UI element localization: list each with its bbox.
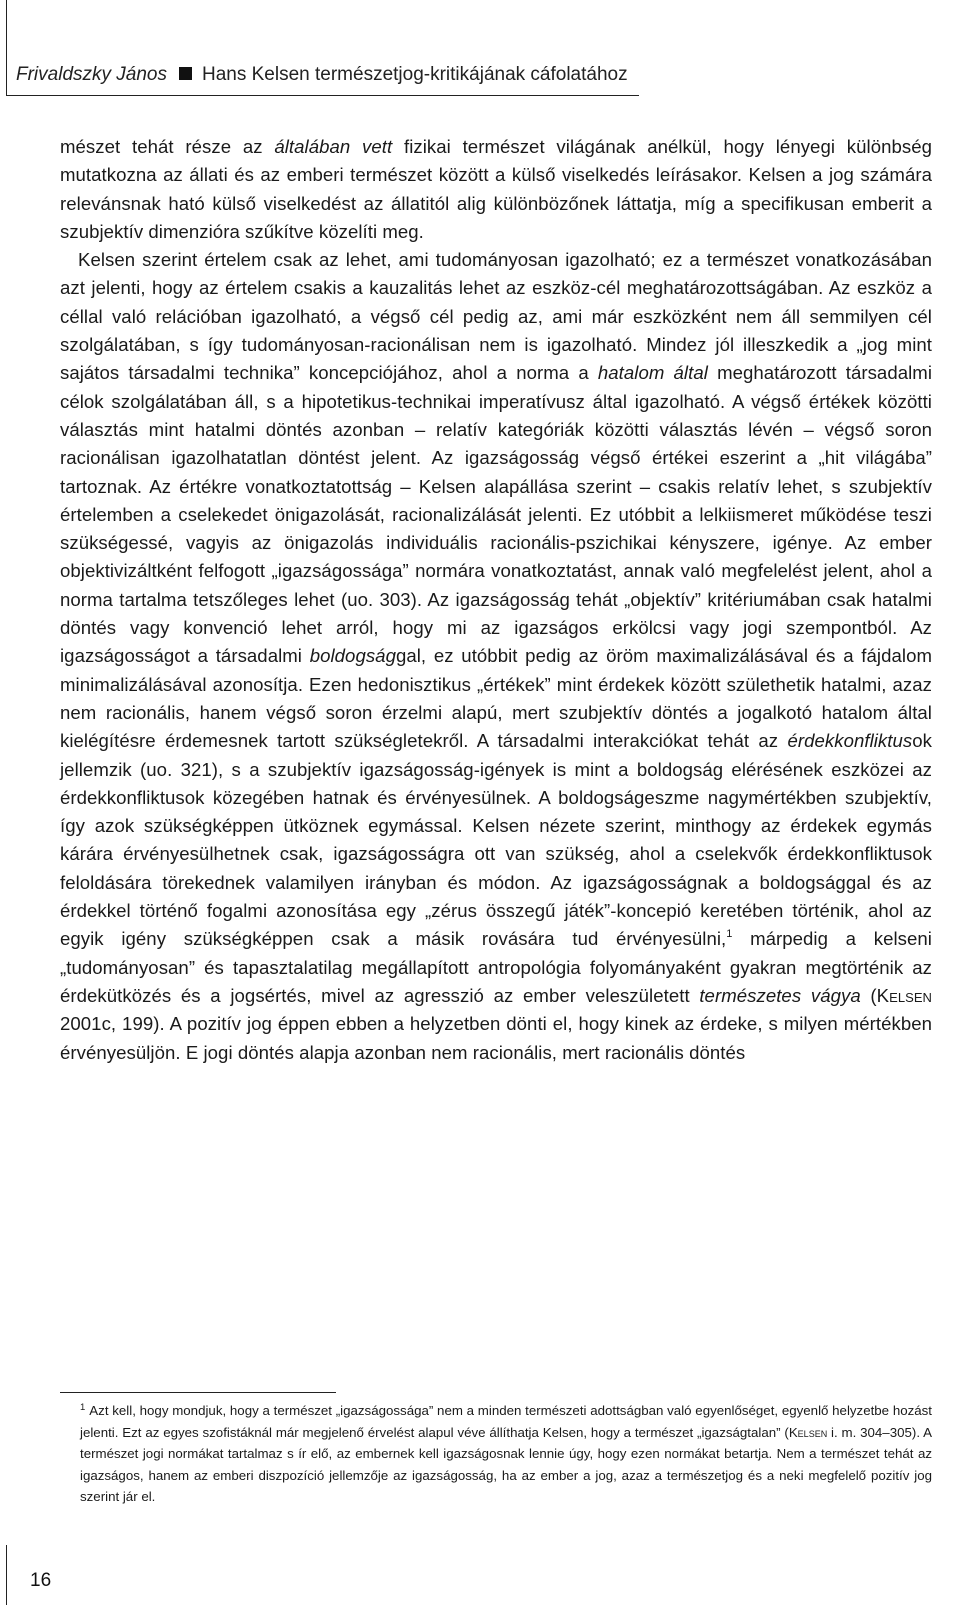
- square-bullet-icon: [179, 67, 192, 80]
- footnote-mark: 1: [80, 1402, 86, 1413]
- page-edge-rule: [6, 1545, 7, 1605]
- text-run: i. m. 304–305). A természet jogi normákat tartalmaz s ír elő, az embernek kell igazságosnak lennie úgy, hogy ezen normákat betartja. Nem a természet tehát az igazságos, hanem az emberi diszpozíció jellemzője az igazságosság, ha az ember a jog, azaz a természetjog és a neki megfelelő pozitív jog szerint jár el.: [80, 1424, 932, 1504]
- text-run: márpedig a kelseni „tudományosan” és tapasztalatilag megállapított antropológia folyományaként gyakran megtörténik az érdekütközés és a jogsértés, mivel az agresszió az ember veleszületett: [60, 928, 932, 1006]
- paragraph-2: [60, 246, 932, 1067]
- italic-text-run: természetes vágya: [699, 984, 861, 1006]
- page-number: 16: [30, 1570, 52, 1591]
- smallcaps-author-name: Kelsen: [876, 984, 932, 1006]
- running-head: [16, 64, 628, 86]
- italic-text-run: érdekkonfliktus: [787, 730, 913, 752]
- italic-text-run: hatalom által: [597, 362, 708, 384]
- text-run: ok jellemzik (uo. 321), s a szubjektív igazságosság-igények is mint a boldogság elérésének eszközei az érdekkonfliktusok közegében hatnak és érvényesülnek. A boldogságeszme nagymértékben szubjektív, így azok szükségképpen ütköznek egymással. Kelsen nézete szerint, minthogy az érdekek egymás kárára érvényesülhetnek csak, igazságosságra ott van szükség, ahol a cselekvők érdekkonfliktusok feloldására törekednek valamilyen irányban és módon. Az igazságosságnak a boldogsággal és az érdekkel történő fogalmi azonosítása egy „zérus összegű játék”-koncepió keretében történik, ahol az egyik igény szükségképpen csak a másik rovására tud érvényesülni,: [60, 730, 932, 950]
- footnote-reference[interactable]: 1: [726, 928, 733, 941]
- italic-text-run: általában vett: [274, 136, 393, 157]
- text-run: Azt kell, hogy mondjuk, hogy a természet „igazságossága” nem a minden természeti adottságban való egyenlőséget, egyenlő helyzetbe hozást jelenti. Ezt az egyes szofistáknál már megjelenő érvelést alapul véve állíthatja Kelsen, hogy a természet „igazságtalan” (: [80, 1403, 932, 1440]
- footnote-1: [80, 1397, 932, 1508]
- text-run: 2001c, 199). A pozitív jog éppen ebben a helyzetben dönti el, hogy kinek az érdeke, s milyen mértékben érvényesüljön. E jogi döntés alapja azonban nem racionális, mert racionális döntés: [60, 1013, 932, 1063]
- text-run: (: [860, 984, 877, 1006]
- smallcaps-author-name: Kelsen: [788, 1424, 828, 1440]
- main-text: [60, 133, 932, 1067]
- running-head-author: Frivaldszky János: [16, 64, 167, 85]
- text-run: Kelsen szerint értelem csak az lehet, ami tudományosan igazolható; ez a természet vonatkozásában azt jelenti, hogy az értelem csakis a kauzalitás lehet az eszköz-cél meghatározottságában. Az eszköz a céllal való relációban igazolható, a végső cél pedig az, ami már eszközként nem áll semmilyen cél szolgálatában, s így tudományosan-racionálisan nem is igazolható. Mindez jól illeszkedik a „jog mint sajátos társadalmi technika” koncepciójához, ahol a norma a: [60, 249, 932, 384]
- text-run: mészet tehát része az: [60, 136, 275, 157]
- running-head-title: Hans Kelsen természetjog-kritikájának cáfolatához: [202, 64, 628, 85]
- text-run: meghatározott társadalmi célok szolgálatában áll, s a hipotetikus-technikai imperatívusz által igazolható. A végső értékek közötti választás mint hatalmi döntés azonban – relatív kategóriák közötti választás lévén – végső soron racionálisan igazolhatatlan döntést jelent. Az igazságosság végső értékei eszerint a „hit világába” tartoznak. Az értékre vonatkoztatottság – Kelsen alapállása szerint – csakis relatív lehet, s szubjektív értelemben a cselekedet önigazolását, racionalizálását jelenti. Ez utóbbit a lelkiismeret működése teszi szükségessé, vagyis az önigazolás individuális racionális-pszichikai kényszere, igénye. Az ember objektivizáltként felfogott „igazságossága” normára vonatkoztatást, annak való megfelelést jelent, ahol a norma tartalma tetszőleges lehet (uo. 303). Az igazságosság tehát „objektív” kritériumában csak hatalmi döntés vagy konvenció lehet arról, hogy mi az igazságos erkölcsi vagy jogi szempontból. Az igazságosságot a társadalmi: [60, 362, 933, 667]
- header-horizontal-rule: [6, 95, 639, 96]
- footnote-separator: [60, 1392, 336, 1393]
- text-run: fizikai természet világának anélkül, hogy lényegi különbség mutatkozna az állati és az emberi természet között a külső viselkedés leírásakor. Kelsen a jog számára relevánsnak ható külső viselkedést az állatitól alig különbözőnek láttatja, míg a specifikusan emberit a szubjektív dimenzióra szűkítve közelíti meg.: [60, 136, 933, 242]
- paragraph-1: [60, 133, 932, 246]
- header-vertical-rule: [6, 0, 7, 95]
- text-run: gal, ez utóbbit pedig az öröm maximalizálásával és a fájdalom minimalizálásával azonosítja. Ezen hedonisztikus „értékek” mint érdekek között születhetik hatalmi, azaz nem racionális, hanem végső soron érzelmi alapú, mert szubjektív döntés a jogalkotó hatalom által kielégítésre érdemesnek tartott szükségletekről. A társadalmi interakciókat tehát az: [60, 645, 932, 752]
- italic-text-run: boldogság: [309, 645, 396, 667]
